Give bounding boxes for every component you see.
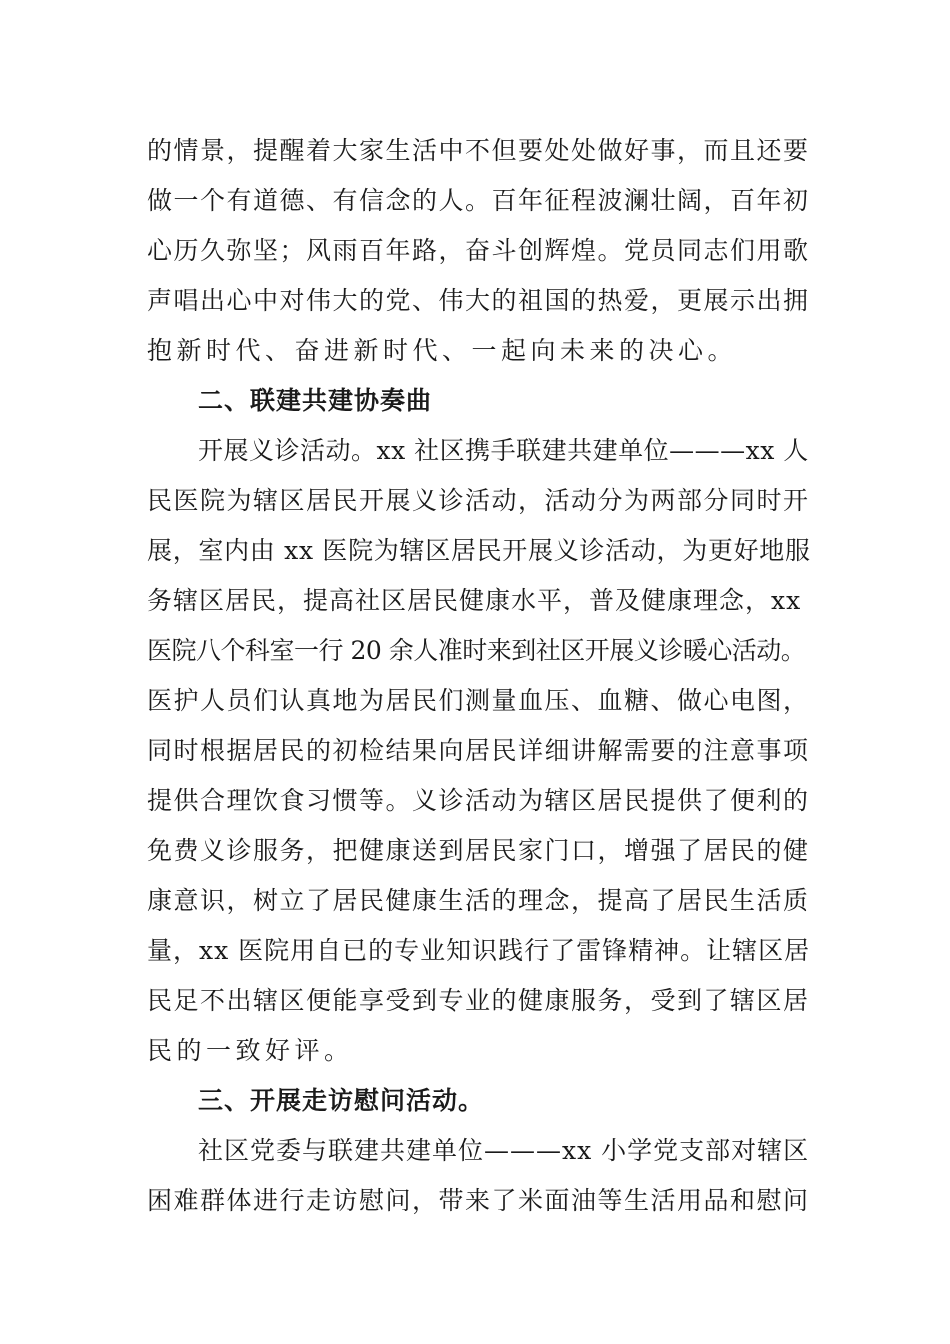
paragraph-line: 做一个有道德、有信念的人。百年征程波澜壮阔，百年初 xyxy=(147,186,810,215)
paragraph-line: 务辖区居民，提高社区居民健康水平，普及健康理念，xx xyxy=(147,586,802,615)
paragraph-line: 医护人员们认真地为居民们测量血压、血糖、做心电图， xyxy=(147,686,810,715)
paragraph-line: 医院八个科室一行 20 余人准时来到社区开展义诊暖心活动。 xyxy=(147,636,806,665)
paragraph-line: 开展义诊活动。xx 社区携手联建共建单位———xx 人 xyxy=(198,436,809,465)
section-heading-2: 二、联建共建协奏曲 xyxy=(198,386,433,415)
paragraph-line: 免费义诊服务，把健康送到居民家门口，增强了居民的健 xyxy=(147,836,810,865)
paragraph-line: 声唱出心中对伟大的党、伟大的祖国的热爱，更展示出拥 xyxy=(147,286,810,315)
paragraph-line: 心历久弥坚；风雨百年路，奋斗创辉煌。党员同志们用歌 xyxy=(147,236,810,265)
paragraph-line: 民足不出辖区便能享受到专业的健康服务，受到了辖区居 xyxy=(147,986,810,1015)
paragraph-line: 展，室内由 xx 医院为辖区居民开展义诊活动，为更好地服 xyxy=(147,536,811,565)
paragraph-line: 民的一致好评。 xyxy=(147,1036,354,1065)
paragraph-line: 量，xx 医院用自已的专业知识践行了雷锋精神。让辖区居 xyxy=(147,936,811,965)
section-heading-3: 三、开展走访慰问活动。 xyxy=(198,1086,485,1115)
paragraph-line: 抱新时代、奋进新时代、一起向未来的决心。 xyxy=(147,336,738,365)
paragraph-line: 同时根据居民的初检结果向居民详细讲解需要的注意事项 xyxy=(147,736,810,765)
paragraph-line: 提供合理饮食习惯等。义诊活动为辖区居民提供了便利的 xyxy=(147,786,810,815)
paragraph-line: 民医院为辖区居民开展义诊活动，活动分为两部分同时开 xyxy=(147,486,810,515)
paragraph-line: 困难群体进行走访慰问，带来了米面油等生活用品和慰问 xyxy=(147,1186,810,1215)
paragraph-line: 康意识，树立了居民健康生活的理念，提高了居民生活质 xyxy=(147,886,810,915)
paragraph-line: 社区党委与联建共建单位———xx 小学党支部对辖区 xyxy=(198,1136,810,1165)
paragraph-line: 的情景，提醒着大家生活中不但要处处做好事，而且还要 xyxy=(147,136,810,165)
